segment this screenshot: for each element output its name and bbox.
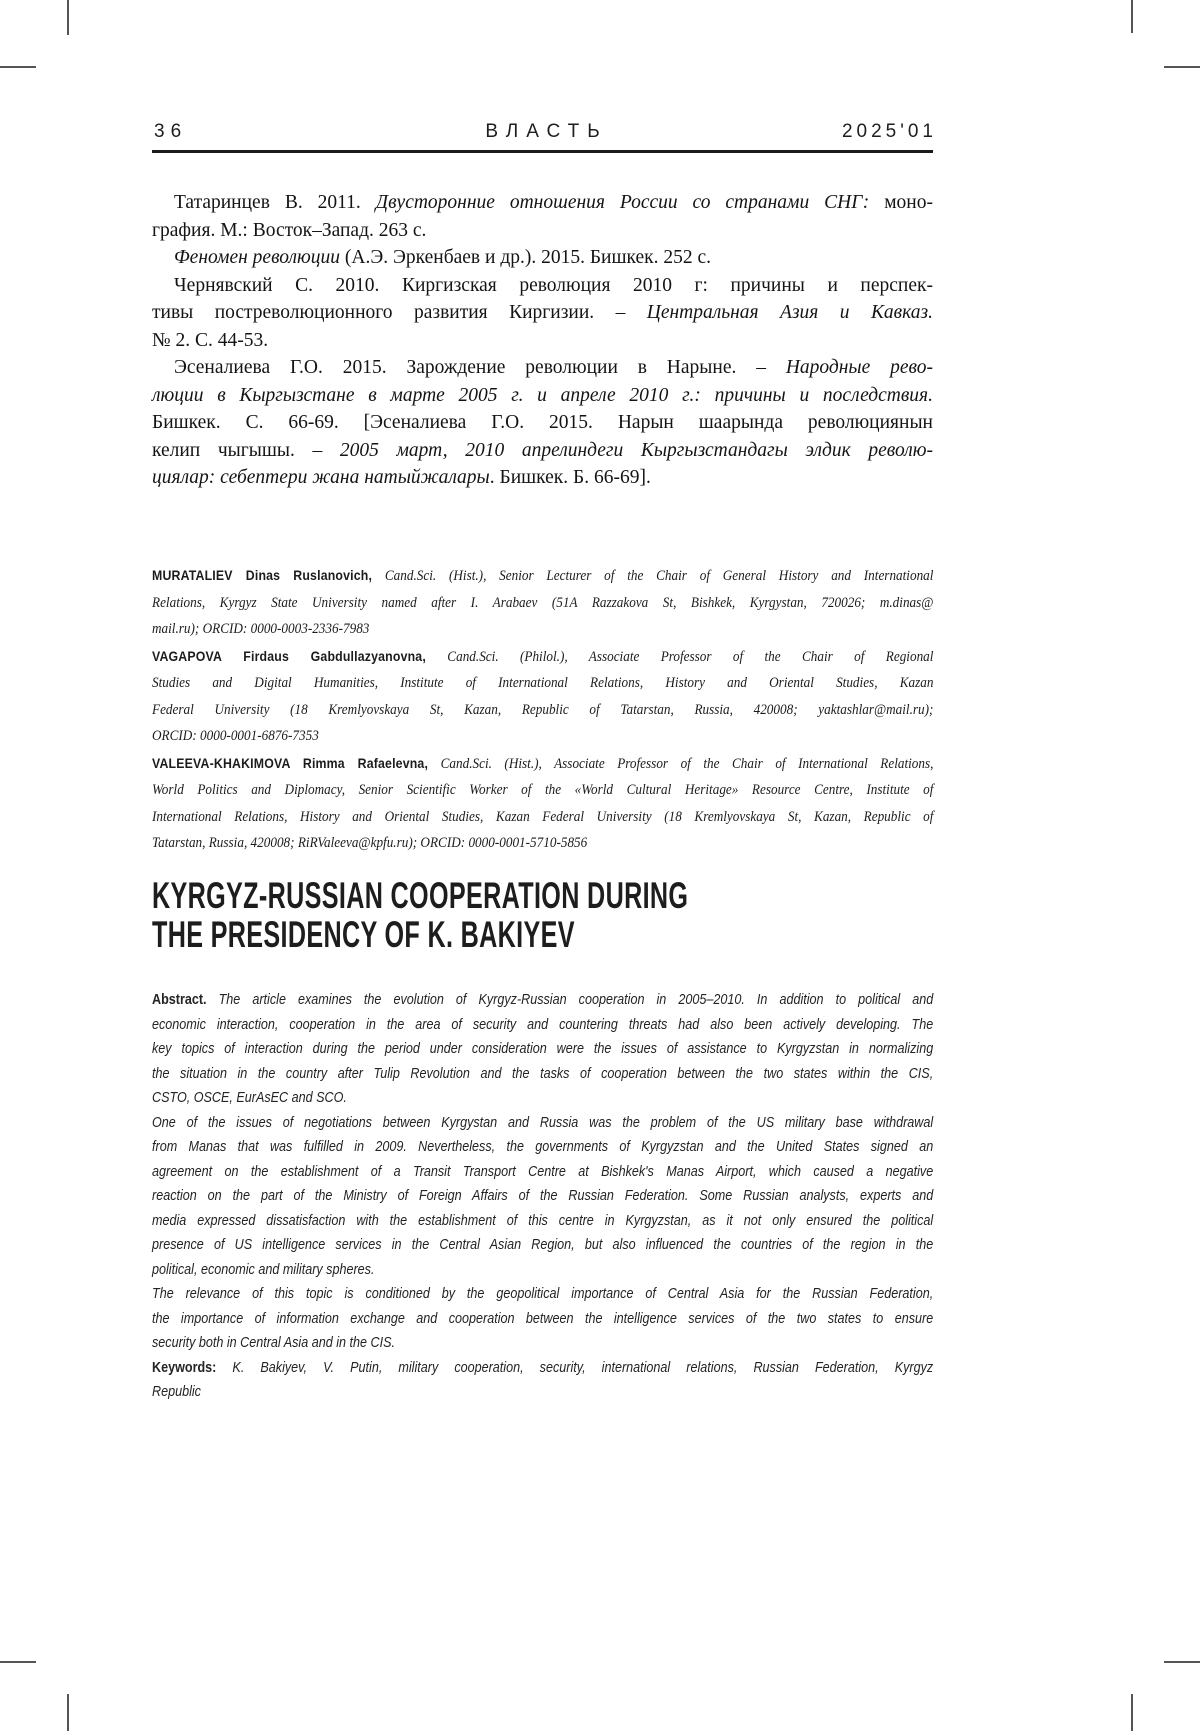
- crop-mark-bottom-left-vertical: [67, 1694, 69, 1731]
- author-name: VALEEVA-KHAKIMOVA Rimma Rafaelevna,: [152, 754, 429, 771]
- author-line: International Relations, History and Oriental Studies, Kazan Federal University (18 Kremlyovskaya St, Kazan, Republic of: [152, 808, 934, 825]
- abstract-line: One of the issues of negotiations between Kyrgystan and Russia was the problem of the US military base withdrawal: [152, 1114, 934, 1131]
- reference-line: № 2. С. 44-53.: [152, 329, 269, 351]
- author-details: Cand.Sci. (Hist.), Associate Professor of the Chair of International Relations,: [428, 755, 934, 772]
- abstract-line: the situation in the country after Tulip Revolution and the tasks of cooperation between the two states within the CIS,: [152, 1065, 934, 1082]
- author-line: ORCID: 0000-0001-6876-7353: [152, 728, 319, 744]
- abstract-line: CSTO, OSCE, EurAsEC and SCO.: [152, 1090, 347, 1106]
- author-name: MURATALIEV Dinas Ruslanovich,: [152, 567, 373, 583]
- abstract-line: reaction on the part of the Ministry of Foreign Affairs of the Russian Federation. Some Russian analysts, experts and: [152, 1188, 934, 1204]
- keywords-label: Keywords:: [152, 1359, 217, 1376]
- reference-title: Двусторонние отношения России со странами СНГ:: [375, 192, 870, 213]
- author-name: VAGAPOVA Firdaus Gabdullazyanovna,: [152, 647, 426, 664]
- author-line: Tatarstan, Russia, 420008; RiRValeeva@kpfu.ru); ORCID: 0000-0001-5710-5856: [152, 835, 588, 851]
- reference-title: люции в Кыргызстане в марте 2005 г. и апреле 2010 г.: причины и последствия.: [152, 384, 933, 406]
- reference-title: Центральная Азия и Кавказ.: [646, 302, 933, 323]
- issue-number: 2025'01: [841, 121, 937, 142]
- author-details: Cand.Sci. (Philol.), Associate Professor of the Chair of Regional: [425, 648, 934, 665]
- reference-title: Феномен революции: [174, 247, 341, 268]
- reference-line: [152, 299, 933, 327]
- abstract-line: presence of US intelligence services in the Central Asian Region, but also influenced the countries of the region in the: [152, 1237, 934, 1253]
- abstract-line: security both in Central Asia and in the CIS.: [152, 1335, 395, 1351]
- header-rule: [152, 150, 933, 153]
- reference-text: тивы постреволюционного развития Киргизии. –: [152, 302, 647, 323]
- author-line: [152, 562, 933, 590]
- author-line: [152, 643, 933, 671]
- reference-title: Народные рево-: [785, 357, 933, 378]
- reference-line: [152, 354, 933, 382]
- abstract-line: from Manas that was fulfilled in 2009. Nevertheless, the governments of Kyrgyzstan and the United States signed an: [152, 1139, 934, 1155]
- running-head: [152, 121, 937, 147]
- reference-line: графия. М.: Восток–Запад. 263 с.: [152, 219, 427, 241]
- reference-line: Чернявский С. 2010. Киргизская революция 2010 г: причины и перспек-: [174, 274, 933, 296]
- abstract-line: [152, 988, 933, 1013]
- author-line: Relations, Kyrgyz State University named after I. Arabaev (51A Razzakova St, Bishkek, Kyrgystan, 720026; m.dinas@: [152, 594, 934, 611]
- article-title-line: KYRGYZ-RUSSIAN COOPERATION DURING: [152, 875, 689, 916]
- author-line: Federal University (18 Kremlyovskaya St, Kazan, Republic of Tatarstan, Russia, 420008; yaktashlar@mail.ru);: [152, 701, 934, 718]
- abstract-label: Abstract.: [152, 992, 207, 1008]
- reference-line: [152, 244, 933, 272]
- author-details: Cand.Sci. (Hist.), Senior Lecturer of the Chair of General History and International: [372, 568, 934, 584]
- crop-mark-bottom-right-vertical: [1131, 1694, 1133, 1731]
- article-title-line: THE PRESIDENCY OF K. BAKIYEV: [152, 914, 575, 955]
- reference-line: [152, 189, 933, 217]
- author-line: World Politics and Diplomacy, Senior Scientific Worker of the «World Cultural Heritage» Resource Centre, Institute of: [152, 782, 934, 798]
- crop-mark-top-right-vertical: [1131, 0, 1133, 33]
- abstract-line: agreement on the establishment of a Transit Transport Centre at Bishkek's Manas Airport, which caused a negative: [152, 1163, 934, 1180]
- reference-text: (А.Э. Эркенбаев и др.). 2015. Бишкек. 252 с.: [340, 247, 712, 268]
- crop-mark-top-right-horizontal: [1164, 66, 1200, 68]
- abstract-line: political, economic and military spheres.: [152, 1261, 375, 1278]
- reference-title: 2005 март, 2010 апрелиндеги Кыргызстандагы элдик револю-: [339, 439, 933, 461]
- abstract-text: The article examines the evolution of Kyrgyz-Russian cooperation in 2005–2010. In addition to political and: [206, 992, 934, 1008]
- reference-line: [152, 464, 933, 492]
- abstract-line: key topics of interaction during the period under consideration were the issues of assistance to Kyrgyzstan in normalizing: [152, 1041, 934, 1057]
- abstract-block: [152, 988, 933, 1405]
- author-line: Studies and Digital Humanities, Institute of International Relations, History and Oriental Studies, Kazan: [152, 675, 934, 691]
- abstract-line: The relevance of this topic is conditioned by the geopolitical importance of Central Asia for the Russian Federation,: [152, 1286, 934, 1302]
- crop-mark-bottom-left-horizontal: [0, 1661, 36, 1663]
- abstract-line: the importance of information exchange and cooperation between the intelligence services of the two states to ensure: [152, 1310, 934, 1327]
- reference-text: келип чыгышы. –: [152, 439, 340, 461]
- reference-text: Эсеналиева Г.О. 2015. Зарождение революции в Нарыне. –: [174, 357, 786, 378]
- keywords-line: Republic: [152, 1384, 201, 1400]
- references-block: [152, 189, 933, 492]
- reference-line: Бишкек. С. 66-69. [Эсеналиева Г.О. 2015. Нарын шаарында революциянын: [152, 412, 933, 433]
- reference-line: [152, 382, 933, 410]
- page-number: 36: [154, 121, 188, 142]
- reference-text: . Бишкек. Б. 66-69].: [489, 467, 651, 488]
- reference-text: Татаринцев В. 2011.: [174, 192, 376, 213]
- crop-mark-top-left-vertical: [67, 0, 69, 35]
- abstract-line: economic interaction, cooperation in the area of security and countering threats had also been actively developing. The: [152, 1016, 934, 1033]
- keywords-text: K. Bakiyev, V. Putin, military cooperation, security, international relations, Russian Federation, Kyrgyz: [216, 1359, 934, 1376]
- abstract-line: media expressed dissatisfaction with the establishment of this centre in Kyrgyzstan, as it not only ensured the political: [152, 1212, 934, 1229]
- author-line: mail.ru); ORCID: 0000-0003-2336-7983: [152, 621, 370, 637]
- authors-block: [152, 562, 933, 857]
- keywords-line: [152, 1356, 933, 1381]
- article-title: [152, 876, 764, 954]
- crop-mark-bottom-right-horizontal: [1164, 1661, 1200, 1663]
- author-line: [152, 750, 933, 778]
- journal-title: ВЛАСТЬ: [485, 121, 608, 142]
- reference-text: моно-: [869, 192, 933, 213]
- reference-title: циялар: себептери жана натыйжалары: [152, 467, 490, 488]
- crop-mark-top-left-horizontal: [0, 66, 36, 68]
- reference-line: [152, 437, 933, 465]
